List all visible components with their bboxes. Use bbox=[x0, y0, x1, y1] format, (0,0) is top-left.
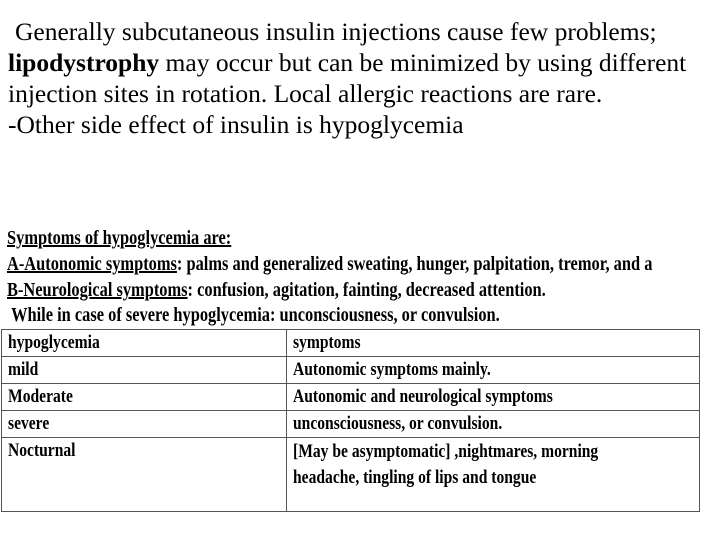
intro-text bbox=[8, 16, 708, 140]
table-cell: Autonomic symptoms mainly. bbox=[287, 357, 700, 384]
table-cell: [May be asymptomatic] ,nightmares, morning headache, tingling of lips and tongue bbox=[287, 438, 700, 512]
neurological-text: : confusion, agitation, fainting, decreased attention. bbox=[187, 279, 546, 301]
symptoms-heading: Symptoms of hypoglycemia are: bbox=[7, 227, 232, 249]
hypoglycemia-table bbox=[1, 329, 700, 512]
lipodystrophy-term: lipodystrophy bbox=[8, 48, 160, 77]
table-cell: unconsciousness, or convulsion. bbox=[287, 411, 700, 438]
autonomic-label: A-Autonomic symptoms bbox=[7, 253, 177, 275]
lipodystrophy-text: may occur but can be minimized by using different injection sites in rotation. Local allergic reactions are rare. bbox=[8, 48, 687, 108]
autonomic-symptoms-line bbox=[7, 252, 720, 276]
table-cell: hypoglycemia bbox=[2, 330, 287, 357]
table-row bbox=[2, 411, 700, 438]
autonomic-text: : palms and generalized sweating, hunger, palpitation, tremor, and a bbox=[176, 253, 653, 275]
lipodystrophy-paragraph bbox=[8, 47, 708, 109]
table-row bbox=[2, 357, 700, 384]
table-row bbox=[2, 330, 700, 357]
table-cell: severe bbox=[2, 411, 287, 438]
severe-hypoglycemia-line: While in case of severe hypoglycemia: unconsciousness, or convulsion. bbox=[11, 304, 500, 326]
table-cell: symptoms bbox=[287, 330, 700, 357]
table-cell: Nocturnal bbox=[2, 438, 287, 512]
table-cell: Moderate bbox=[2, 384, 287, 411]
table-cell: mild bbox=[2, 357, 287, 384]
table-row bbox=[2, 438, 700, 512]
side-effect-line: -Other side effect of insulin is hypoglycemia bbox=[8, 110, 464, 139]
intro-line: Generally subcutaneous insulin injections cause few problems; bbox=[15, 17, 657, 46]
table-cell: Autonomic and neurological symptoms bbox=[287, 384, 700, 411]
neurological-symptoms-line bbox=[7, 278, 720, 302]
table-row bbox=[2, 384, 700, 411]
neurological-label: B-Neurological symptoms bbox=[7, 279, 188, 301]
